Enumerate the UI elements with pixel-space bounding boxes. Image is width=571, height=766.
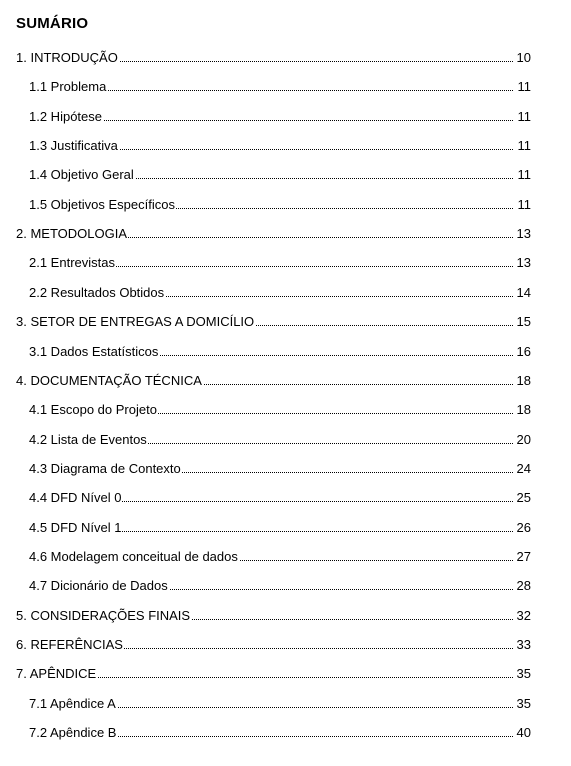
toc-entry[interactable]: [0, 520, 571, 540]
toc-entry-label: 4.6 Modelagem conceitual de dados: [29, 549, 238, 564]
toc-entry[interactable]: [0, 109, 571, 129]
toc-entry-page-number: 14: [516, 285, 531, 300]
toc-entry-page-number: 13: [516, 255, 531, 270]
toc-entry[interactable]: [0, 285, 571, 305]
toc-entry-page-number: 10: [516, 50, 531, 65]
toc-entry[interactable]: [0, 402, 571, 422]
toc-entry[interactable]: [0, 138, 571, 158]
toc-entry-label: 3.1 Dados Estatísticos: [29, 344, 159, 359]
toc-entry-page-number: 11: [517, 197, 531, 212]
toc-entry[interactable]: [0, 197, 571, 217]
toc-dot-leader: [31, 120, 513, 121]
toc-entry[interactable]: [0, 344, 571, 364]
toc-entry[interactable]: [0, 608, 571, 628]
toc-entry-label: 4.1 Escopo do Projeto: [29, 402, 157, 417]
toc-entry-page-number: 35: [516, 666, 531, 681]
toc-entry[interactable]: [0, 50, 571, 70]
toc-entry[interactable]: [0, 490, 571, 510]
toc-entry[interactable]: [0, 432, 571, 452]
toc-entry[interactable]: [0, 226, 571, 246]
toc-entry[interactable]: [0, 461, 571, 481]
toc-entry-label: 4.3 Diagrama de Contexto: [29, 461, 181, 476]
toc-entry-label: 7.1 Apêndice A: [29, 696, 116, 711]
toc-entry-page-number: 26: [516, 520, 531, 535]
toc-entry[interactable]: [0, 549, 571, 569]
toc-entry[interactable]: [0, 666, 571, 686]
toc-entry-label: 4.7 Dicionário de Dados: [29, 578, 168, 593]
toc-entry-page-number: 15: [516, 314, 531, 329]
toc-entry-label: 3. SETOR DE ENTREGAS A DOMICÍLIO: [16, 314, 255, 329]
toc-title: SUMÁRIO: [16, 15, 89, 32]
toc-entry-page-number: 32: [516, 608, 531, 623]
toc-entry[interactable]: [0, 79, 571, 99]
toc-entry-page-number: 25: [516, 490, 531, 505]
toc-entry[interactable]: [0, 167, 571, 187]
toc-entry-label: 2. METODOLOGIA: [16, 226, 128, 241]
toc-entry-page-number: 11: [517, 79, 531, 94]
toc-entry-page-number: 13: [516, 226, 531, 241]
toc-entry-label: 7.2 Apêndice B: [29, 725, 117, 740]
toc-entry-label: 1.4 Objetivo Geral: [29, 167, 134, 182]
toc-entry-label: 7. APÊNDICE: [16, 666, 97, 681]
toc-entry-label: 2.2 Resultados Obtidos: [29, 285, 165, 300]
toc-entry-page-number: 27: [516, 549, 531, 564]
toc-entry-page-number: 24: [516, 461, 531, 476]
toc-entry-page-number: 18: [516, 373, 531, 388]
toc-entry-page-number: 28: [516, 578, 531, 593]
toc-entry[interactable]: [0, 578, 571, 598]
toc-entry-label: 4. DOCUMENTAÇÃO TÉCNICA: [16, 373, 202, 388]
toc-entry[interactable]: [0, 314, 571, 334]
toc-entry-page-number: 20: [516, 432, 531, 447]
toc-entry-label: 1. INTRODUÇÃO: [16, 50, 118, 65]
toc-entry-label: 1.1 Problema: [29, 79, 107, 94]
toc-entry-label: 1.5 Objetivos Específicos: [29, 197, 175, 212]
toc-entry[interactable]: [0, 255, 571, 275]
toc-entry-page-number: 18: [516, 402, 531, 417]
toc-entry-page-number: 11: [517, 138, 531, 153]
toc-entry[interactable]: [0, 637, 571, 657]
toc-entry-page-number: 11: [517, 109, 531, 124]
toc-entry[interactable]: [0, 373, 571, 393]
toc-entry-label: 4.2 Lista de Eventos: [29, 432, 147, 447]
toc-entry-label: 6. REFERÊNCIAS: [16, 637, 123, 652]
toc-entry[interactable]: [0, 725, 571, 745]
toc-entry-label: 2.1 Entrevistas: [29, 255, 115, 270]
toc-entry-label: 1.3 Justificativa: [29, 138, 118, 153]
toc-entry-label: 1.2 Hipótese: [29, 109, 102, 124]
toc-entry-page-number: 35: [516, 696, 531, 711]
toc-entry-page-number: 33: [516, 637, 531, 652]
toc-entry-label: 5. CONSIDERAÇÕES FINAIS: [16, 608, 191, 623]
toc-entry[interactable]: [0, 696, 571, 716]
toc-entry-page-number: 40: [516, 725, 531, 740]
toc-entry-label: 4.4 DFD Nível 0: [29, 490, 122, 505]
toc-entry-page-number: 11: [517, 167, 531, 182]
toc-entry-label: 4.5 DFD Nível 1: [29, 520, 122, 535]
toc-entry-page-number: 16: [516, 344, 531, 359]
